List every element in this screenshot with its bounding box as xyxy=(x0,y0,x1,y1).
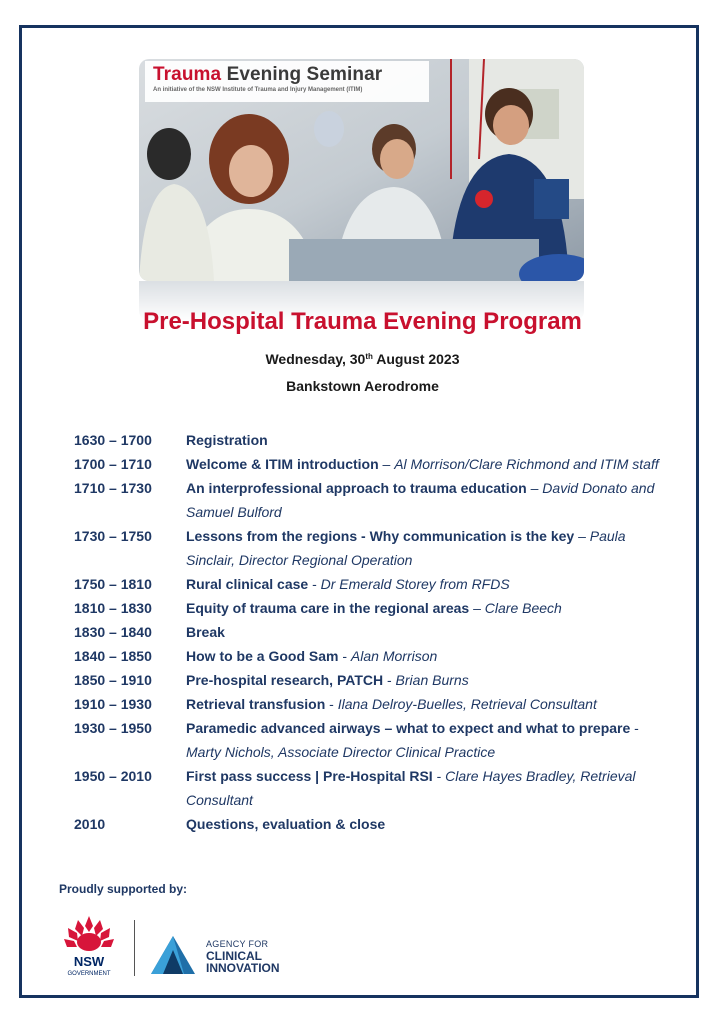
session-separator: - xyxy=(432,768,446,784)
session-title: Registration xyxy=(186,432,268,448)
session-separator: – xyxy=(378,456,395,472)
schedule-session xyxy=(186,620,674,644)
schedule-time: 1830 – 1840 xyxy=(74,624,152,640)
schedule-row xyxy=(74,452,674,476)
schedule-session xyxy=(186,764,674,812)
schedule-row xyxy=(74,620,674,644)
nsw-logo-subtext: GOVERNMENT xyxy=(67,971,111,977)
session-separator: - xyxy=(630,720,639,736)
session-title: An interprofessional approach to trauma education xyxy=(186,480,527,496)
schedule-row xyxy=(74,572,674,596)
schedule-time: 1710 – 1730 xyxy=(74,480,152,496)
session-separator: – xyxy=(469,600,485,616)
schedule-time: 1910 – 1930 xyxy=(74,696,152,712)
schedule-session xyxy=(186,692,674,716)
session-title: Welcome & ITIM introduction xyxy=(186,456,379,472)
session-separator: - xyxy=(308,576,321,592)
schedule-session xyxy=(186,812,674,836)
session-title: First pass success | Pre-Hospital RSI xyxy=(186,768,433,784)
session-title: Questions, evaluation & close xyxy=(186,816,386,832)
session-separator: - xyxy=(325,696,338,712)
schedule-time: 1810 – 1830 xyxy=(74,600,152,616)
logo-divider xyxy=(134,920,135,976)
schedule-session xyxy=(186,428,674,452)
schedule-time: 1730 – 1750 xyxy=(74,528,152,544)
session-speaker: Al Morrison/Clare Richmond and ITIM staff xyxy=(394,456,659,472)
banner-title: Trauma Evening Seminar xyxy=(153,64,383,85)
session-title: Break xyxy=(186,624,225,640)
schedule-session xyxy=(186,716,674,764)
schedule-row xyxy=(74,812,674,836)
banner-title-box xyxy=(145,61,429,102)
session-speaker: Clare Beech xyxy=(484,600,562,616)
schedule-time: 1850 – 1910 xyxy=(74,672,152,688)
aci-triangle-icon xyxy=(150,934,196,976)
schedule-session xyxy=(186,476,674,524)
supported-by-label: Proudly supported by: xyxy=(59,882,188,896)
session-speaker: Clare Hayes Bradley, Retrieval Consultant xyxy=(186,768,636,808)
session-speaker: Dr Emerald Storey from RFDS xyxy=(320,576,510,592)
schedule-time: 1750 – 1810 xyxy=(74,576,152,592)
session-separator: - xyxy=(338,648,351,664)
schedule-row xyxy=(74,668,674,692)
session-speaker: Alan Morrison xyxy=(350,648,438,664)
session-title: Retrieval transfusion xyxy=(186,696,326,712)
session-speaker: Marty Nichols, Associate Director Clinical Practice xyxy=(186,744,496,760)
schedule-session xyxy=(186,668,674,692)
schedule-row xyxy=(74,692,674,716)
session-separator: – xyxy=(574,528,590,544)
session-title: Pre-hospital research, PATCH xyxy=(186,672,384,688)
event-date: Wednesday, 30th August 2023 xyxy=(265,351,460,367)
schedule-time: 1700 – 1710 xyxy=(74,456,152,472)
session-speaker: Paula Sinclair, Director Regional Operation xyxy=(186,528,626,568)
nsw-logo-text: NSW xyxy=(73,954,105,969)
schedule-session xyxy=(186,452,674,476)
schedule-time: 1950 – 2010 xyxy=(74,768,152,784)
schedule-row xyxy=(74,764,674,812)
nsw-government-logo xyxy=(58,914,120,978)
session-title: Lessons from the regions - Why communication is the key xyxy=(186,528,575,544)
session-speaker: Brian Burns xyxy=(395,672,469,688)
program-heading: Pre-Hospital Trauma Evening Program xyxy=(143,308,582,335)
aci-logo-text: AGENCY FOR CLINICAL INNOVATION xyxy=(206,939,280,975)
session-title: Paramedic advanced airways – what to expect and what to prepare xyxy=(186,720,631,736)
program-schedule xyxy=(74,428,674,836)
schedule-row xyxy=(74,428,674,452)
banner-subtitle: An initiative of the NSW Institute of Trauma and Injury Management (ITIM) xyxy=(153,87,363,93)
schedule-row xyxy=(74,596,674,620)
session-title: How to be a Good Sam xyxy=(186,648,339,664)
session-title: Equity of trauma care in the regional areas xyxy=(186,600,470,616)
session-separator: - xyxy=(383,672,396,688)
session-separator: – xyxy=(526,480,543,496)
schedule-session xyxy=(186,524,674,572)
event-venue: Bankstown Aerodrome xyxy=(286,378,439,394)
schedule-time: 1930 – 1950 xyxy=(74,720,152,736)
session-speaker: David Donato and Samuel Bulford xyxy=(186,480,655,520)
schedule-row xyxy=(74,476,674,524)
schedule-time: 2010 xyxy=(74,816,106,832)
schedule-row xyxy=(74,716,674,764)
schedule-session xyxy=(186,644,674,668)
schedule-row xyxy=(74,524,674,572)
schedule-session xyxy=(186,596,674,620)
session-title: Rural clinical case xyxy=(186,576,309,592)
schedule-time: 1840 – 1850 xyxy=(74,648,152,664)
session-speaker: Ilana Delroy-Buelles, Retrieval Consultant xyxy=(337,696,597,712)
schedule-row xyxy=(74,644,674,668)
schedule-time: 1630 – 1700 xyxy=(74,432,152,448)
schedule-session xyxy=(186,572,674,596)
